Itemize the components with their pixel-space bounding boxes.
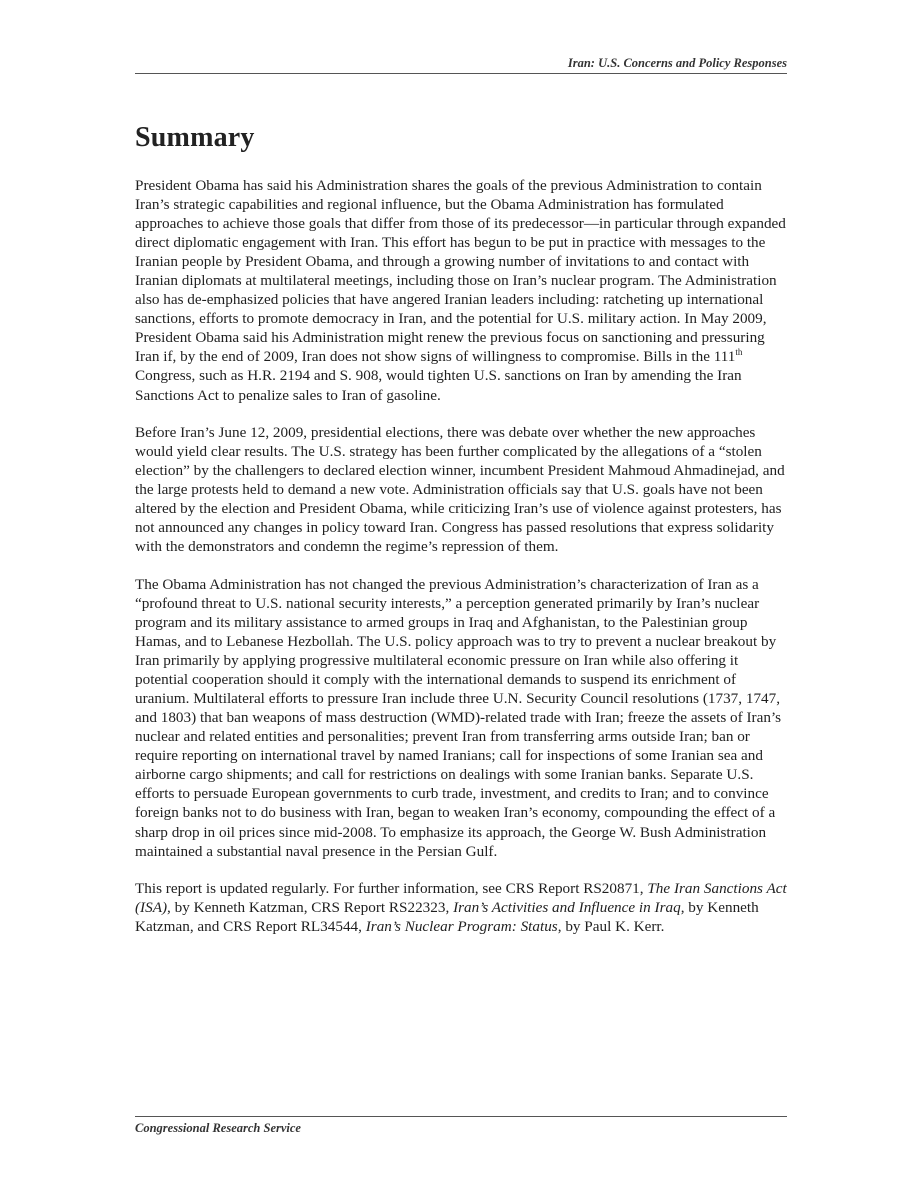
ordinal-superscript: th bbox=[735, 347, 743, 358]
report-title-isa: The Iran Sanctions Act (ISA) bbox=[135, 880, 787, 917]
paragraph-2: Before Iran’s June 12, 2009, presidential elections, there was debate over whether the new approaches would yield clear results. The U.S. strategy has been further complicated by the allegations of a “stolen election” by the challengers to declared election winner, incumbent President Mahmoud Ahmadinejad, and the large protests held to demand a new vote. Administration officials say that U.S. goals have not been altered by the election and President Obama, while criticizing Iran’s use of violence against protesters, has not announced any changes in policy toward Iran. Congress has passed resolutions that express solidarity with the demonstrators and condemn the regime’s repression of them. bbox=[135, 424, 785, 556]
paragraph-3: The Obama Administration has not changed the previous Administration’s characterization of Iran as a “profound threat to U.S. national security interests,” a perception generated primarily by Iran’s nuclear program and its military assistance to armed groups in Iraq and Afghanistan, to the Palestinian group Hamas, and to Lebanese Hezbollah. The U.S. policy approach was to try to prevent a nuclear breakout by Iran primarily by applying progressive multilateral economic pressure on Iran while also offering it potential cooperation should it comply with the international demands to suspend its enrichment of uranium. Multilateral efforts to pressure Iran include three U.N. Security Council resolutions (1737, 1747, and 1803) that ban weapons of mass destruction (WMD)-related trade with Iran; freeze the assets of Iran’s nuclear and related entities and personalities; prevent Iran from transferring arms outside Iran; ban or require reporting on international travel by named Iranians; call for inspections of some Iranian sea and airborne cargo shipments; and call for restrictions on dealings with some Iranian banks. Separate U.S. efforts to persuade European governments to curb trade, investment, and credits to Iran; and to convince foreign banks not to do business with Iran, began to weaken Iran’s economy, compounding the effect of a sharp drop in oil prices since mid-2008. To emphasize its approach, the George W. Bush Administration maintained a substantial naval presence in the Persian Gulf. bbox=[135, 575, 782, 860]
section-title: Summary bbox=[135, 122, 255, 153]
paragraph-4-seg-4: , by Paul K. Kerr. bbox=[557, 918, 665, 936]
paragraph-4 bbox=[135, 879, 790, 936]
paragraph-4-seg-2: , by Kenneth Katzman, CRS Report RS22323, bbox=[167, 899, 454, 917]
footer-publisher: Congressional Research Service bbox=[135, 1121, 301, 1135]
paragraph-1 bbox=[135, 176, 790, 405]
report-title-iraq: Iran’s Activities and Influence in Iraq bbox=[453, 899, 681, 917]
running-header: Iran: U.S. Concerns and Policy Responses bbox=[567, 56, 787, 70]
footer-divider bbox=[135, 1116, 787, 1117]
paragraph-1-text-a: President Obama has said his Administration shares the goals of the previous Administration to contain Iran’s strategic capabilities and regional influence, but the Obama Administration has formulated approaches to achieve those goals that differ from those of its predecessor—in particular through expanded direct diplomatic engagement with Iran. This effort has begun to be put in practice with messages to the Iranian people by President Obama, and through a growing number of invitations to and contact with Iranian diplomats at multilateral meetings, including those on Iran’s nuclear program. The Administration also has de-emphasized policies that have angered Iranian leaders including: ratcheting up international sanctions, efforts to promote democracy in Iran, and the potential for U.S. military action. In May 2009, President Obama said his Administration might renew the previous focus on sanctioning and pressuring Iran if, by the end of 2009, Iran does not show signs of willingness to compromise. Bills in the 111 bbox=[135, 177, 786, 366]
paragraph-4-seg-3: , by Kenneth Katzman, and CRS Report RL34544, bbox=[135, 899, 759, 936]
summary-body bbox=[135, 176, 790, 955]
paragraph-4-seg-1: This report is updated regularly. For further information, see CRS Report RS20871, bbox=[135, 880, 648, 898]
paragraph-1-text-b: Congress, such as H.R. 2194 and S. 908, would tighten U.S. sanctions on Iran by amending the Iran Sanctions Act to penalize sales to Iran of gasoline. bbox=[135, 367, 742, 404]
report-title-nuclear: Iran’s Nuclear Program: Status bbox=[365, 918, 558, 936]
header-divider bbox=[135, 73, 787, 74]
